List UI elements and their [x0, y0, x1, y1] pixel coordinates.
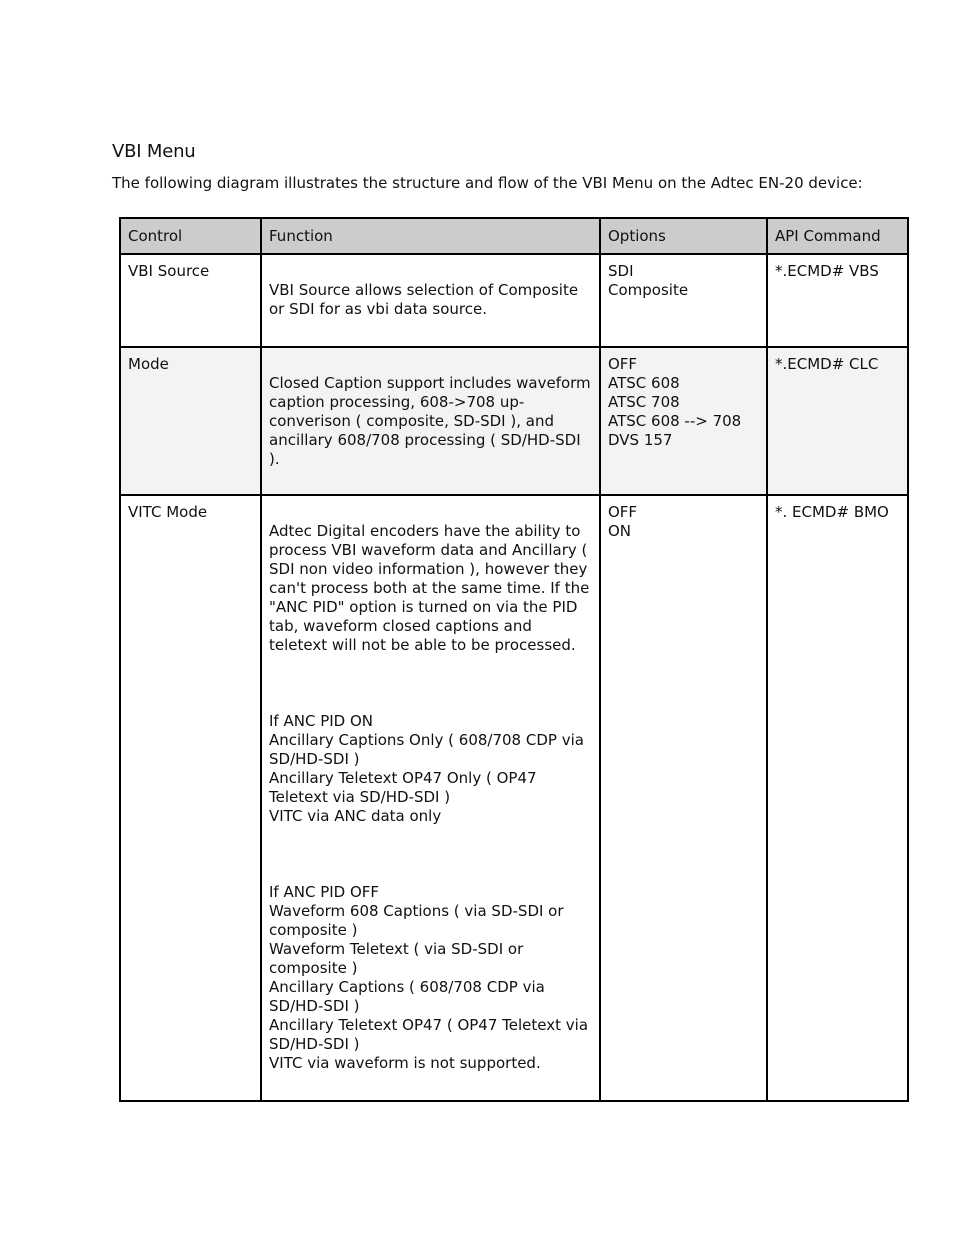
function-paragraph-anc-on: If ANC PID ON Ancillary Captions Only ( 608/708 CDP via SD/HD-SDI ) Ancillary Teletext OP47 Only ( OP47 Teletext via SD/HD-SDI ) VITC via ANC data only [269, 712, 584, 825]
cell-control: Mode [120, 347, 261, 495]
cell-api-command: *.ECMD# VBS [767, 254, 908, 347]
cell-control: VBI Source [120, 254, 261, 347]
cell-function [261, 495, 600, 1101]
cell-options: SDI Composite [600, 254, 767, 347]
cell-function [261, 347, 600, 495]
intro-paragraph: The following diagram illustrates the structure and flow of the VBI Menu on the Adtec EN-20 device: [112, 174, 863, 192]
paragraph-spacer [269, 674, 592, 693]
function-paragraph-anc-off: If ANC PID OFF Waveform 608 Captions ( via SD-SDI or composite ) Waveform Teletext ( via SD-SDI or composite ) Ancillary Captions ( 608/708 CDP via SD/HD-SDI ) Ancillary Teletext OP47 ( OP47 Teletext via SD/HD-SDI ) VITC via waveform is not supported. [269, 883, 589, 1072]
cell-options: OFF ON [600, 495, 767, 1101]
cell-api-command: *. ECMD# BMO [767, 495, 908, 1101]
function-paragraph: Closed Caption support includes waveform caption processing, 608->708 up-converison ( composite, SD-SDI ), and ancillary 608/708 processing ( SD/HD-SDI ). [269, 374, 591, 468]
header-api-command: API Command [767, 218, 908, 254]
table-row [120, 254, 908, 347]
vbi-menu-table [119, 217, 909, 1102]
table-row [120, 347, 908, 495]
paragraph-spacer [269, 845, 592, 864]
header-function: Function [261, 218, 600, 254]
header-control: Control [120, 218, 261, 254]
function-paragraph: VBI Source allows selection of Composite or SDI for as vbi data source. [269, 281, 579, 318]
cell-control: VITC Mode [120, 495, 261, 1101]
function-paragraph: Adtec Digital encoders have the ability to process VBI waveform data and Ancillary ( SDI non video information ), however they can't process both at the same time. If the "ANC PID" option is turned on via the PID tab, waveform closed captions and teletext will not be able to be processed. [269, 522, 590, 654]
cell-options: OFF ATSC 608 ATSC 708 ATSC 608 --> 708 DVS 157 [600, 347, 767, 495]
cell-api-command: *.ECMD# CLC [767, 347, 908, 495]
table-row [120, 495, 908, 1101]
cell-function [261, 254, 600, 347]
header-options: Options [600, 218, 767, 254]
table-header-row [120, 218, 908, 254]
section-heading: VBI Menu [112, 141, 196, 162]
